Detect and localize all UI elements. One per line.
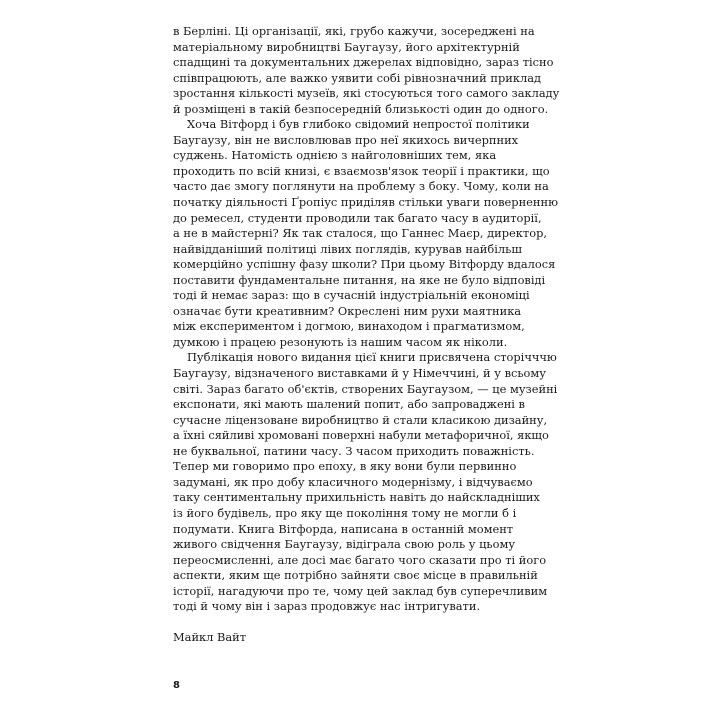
text-line: матеріальному виробництві Баугаузу, його архітектурній: [173, 39, 520, 54]
text-line: тоді й немає зараз: що в сучасній індустріальній економіці: [173, 288, 530, 303]
text-line: співпрацюють, але важко уявити собі рівнозначний приклад: [173, 70, 541, 85]
text-line: переосмисленні, але досі має багато чого сказати про ті його: [173, 552, 547, 567]
paragraph: [173, 350, 558, 614]
text-line: історії, нагадуючи про те, чому цей заклад був суперечливим: [173, 583, 548, 598]
text-line: не буквальної, патини часу. З часом приходить поважність.: [173, 443, 535, 458]
text-column: [173, 24, 560, 646]
text-line: живого свідчення Баугаузу, відіграла свою роль у цьому: [173, 537, 516, 552]
body-text: [173, 24, 560, 615]
paragraph: [173, 24, 560, 117]
text-line: а не в майстерні? Як так сталося, що Ганнес Маєр, директор,: [173, 226, 547, 241]
text-line: Хоча Вітфорд і був глибоко свідомий непростої політики: [187, 117, 530, 132]
text-line: в Берліні. Ці організації, які, грубо кажучи, зосереджені на: [173, 24, 535, 38]
text-line: зростання кількості музеїв, які стосуються того самого закладу: [173, 86, 560, 101]
text-line: світі. Зараз багато об'єктів, створених Баугаузом, — це музейні: [173, 381, 558, 396]
text-line: початку діяльності Ґропіус приділяв стільки уваги поверненню: [173, 195, 559, 210]
text-line: сучасне ліцензоване виробництво й стали класикою дизайну,: [173, 412, 548, 427]
text-line: Тепер ми говоримо про епоху, в яку вони були первинно: [173, 459, 517, 474]
text-line: Публікація нового видання цієї книги присвячена сторічччю: [187, 350, 557, 365]
text-line: Баугаузу, він не висловлював про неї якихось вичерпних: [173, 132, 519, 147]
text-line: таку сентиментальну прихильність навіть до найскладніших: [173, 490, 540, 505]
text-line: а їхні сяйливі хромовані поверхні набули метафоричної, якщо: [173, 428, 549, 443]
text-line: проходить по всій книзі, є взаємозв'язок теорії і практики, що: [173, 163, 550, 178]
text-line: часто дає змогу поглянути на проблему з боку. Чому, коли на: [173, 179, 549, 194]
text-line: між експериментом і догмою, винаходом і прагматизмом,: [173, 319, 525, 334]
text-line: із його будівель, про яку ще покоління тому не могли б і: [173, 505, 517, 520]
text-line: суджень. Натомість однією з найголовніших тем, яка: [173, 148, 497, 163]
text-line: найвідданіший політиці лівих поглядів, курував найбільш: [173, 241, 522, 256]
text-line: означає бути креативним? Окреслені ним рухи маятника: [173, 303, 522, 318]
text-line: експонати, які мають шалений попит, або запроваджені в: [173, 397, 525, 412]
text-line: подумати. Книга Вітфорда, написана в останній момент: [173, 521, 514, 536]
text-line: думкою і працею резонують із нашим часом як ніколи.: [173, 334, 508, 349]
text-line: аспекти, яким ще потрібно зайняти своє місце в правильній: [173, 568, 538, 583]
page-number: 8: [173, 680, 180, 691]
text-line: до ремесел, студенти проводили так багато часу в аудиторії,: [173, 210, 542, 225]
text-line: й розміщені в такій безпосередній близькості один до одного.: [173, 101, 549, 116]
text-line: комерційно успішну фазу школи? При цьому Вітфорду вдалося: [173, 257, 556, 272]
text-line: спадщині та документальних джерелах відповідно, зараз тісно: [173, 55, 554, 70]
text-line: Баугаузу, відзначеного виставками й у Німеччині, й у всьому: [173, 366, 546, 381]
text-line: тоді й чому він і зараз продовжує нас інтригувати.: [173, 599, 481, 614]
paragraph: [173, 117, 559, 350]
author-signature: Майкл Вайт: [173, 630, 247, 645]
text-line: задумані, як про добу класичного модернізму, і відчуваємо: [173, 474, 533, 489]
text-line: поставити фундаментальне питання, на яке не було відповіді: [173, 272, 546, 287]
